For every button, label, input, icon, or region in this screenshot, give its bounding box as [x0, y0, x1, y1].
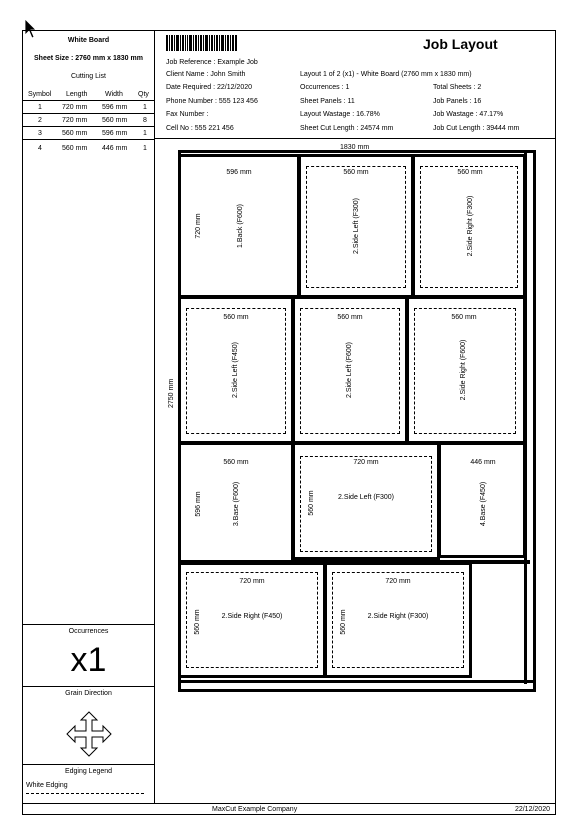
row-qty: 8 [143, 117, 147, 124]
occurrences-title: Occurrences [68, 628, 109, 635]
edging-legend-item: White Edging [26, 782, 68, 789]
sheet-size-label: Sheet Size : 2760 mm x 1830 mm [34, 55, 143, 62]
panel-length-label: 560 mm [194, 609, 201, 635]
row-qty: 1 [143, 145, 147, 152]
row-length: 720 mm [62, 104, 88, 111]
panel-length-label: 596 mm [195, 491, 202, 517]
row-qty: 1 [143, 104, 147, 111]
row-width: 596 mm [102, 104, 128, 111]
row-length: 560 mm [62, 145, 88, 152]
panel-length-label: 720 mm [195, 213, 202, 239]
row-symbol: 3 [38, 130, 42, 137]
panel-name-label: 2.Side Left (F600) [346, 341, 353, 399]
panel-length-label: 560 mm [308, 490, 315, 516]
row-symbol: 2 [38, 117, 42, 124]
job-cut-length-info: Job Cut Length : 39444 mm [433, 125, 520, 132]
date-required: Date Required : 22/12/2020 [166, 84, 253, 91]
page-title: Job Layout [423, 36, 498, 52]
panel-name-label: 2.Side Left (F300) [353, 197, 360, 255]
fax-number: Fax Number : [166, 111, 209, 118]
sheet-cut-length-info: Sheet Cut Length : 24574 mm [300, 125, 394, 132]
panel-name-label: 2.Side Left (F450) [232, 341, 239, 399]
job-wastage-info: Job Wastage : 47.17% [433, 111, 504, 118]
sheet-width-label: 1830 mm [340, 144, 370, 151]
panel-name-label: 3.Base (F600) [233, 481, 240, 527]
panel-name-label: 2.Side Right (F450) [221, 613, 283, 620]
row-width: 560 mm [102, 117, 128, 124]
company-name: MaxCut Example Company [212, 806, 298, 813]
row-qty: 1 [143, 130, 147, 137]
material-name: White Board [67, 37, 110, 44]
panel-width-label: 560 mm [451, 314, 477, 321]
row-length: 560 mm [62, 130, 88, 137]
sheet-length-label: 2750 mm [168, 378, 175, 408]
col-width: Width [105, 91, 123, 98]
panel-name-label: 2.Side Right (F600) [460, 339, 467, 401]
total-sheets-info: Total Sheets : 2 [433, 84, 482, 91]
panel-width-label: 720 mm [239, 578, 265, 585]
row-symbol: 1 [38, 104, 42, 111]
col-qty: Qty [138, 91, 149, 98]
col-length: Length [66, 91, 88, 98]
panel-width-label: 446 mm [470, 459, 496, 466]
phone-number: Phone Number : 555 123 456 [166, 98, 258, 105]
job-panels-info: Job Panels : 16 [433, 98, 482, 105]
cutting-list-title: Cutting List [70, 73, 107, 80]
row-width: 446 mm [102, 145, 128, 152]
col-symbol: Symbol [28, 91, 52, 98]
row-symbol: 4 [38, 145, 42, 152]
panel-name-label: 2.Side Right (F300) [467, 195, 474, 257]
panel-name-label: 1.Back (F600) [237, 204, 244, 248]
panel-name-label: 2.Side Right (F300) [367, 613, 429, 620]
panel-length-label: 560 mm [340, 609, 347, 635]
footer-date: 22/12/2020 [514, 806, 550, 813]
job-reference: Job Reference : Example Job [166, 59, 258, 66]
panel-width-label: 560 mm [223, 314, 249, 321]
footer [22, 803, 556, 815]
panel-width-label: 596 mm [226, 169, 252, 176]
grain-direction-title: Grain Direction [65, 690, 112, 697]
panel-name-label: 2.Side Left (F300) [337, 494, 395, 501]
panel-width-label: 560 mm [337, 314, 363, 321]
edging-legend-title: Edging Legend [64, 768, 113, 775]
sheet-panels-info: Sheet Panels : 11 [300, 98, 355, 105]
client-name: Client Name : John Smith [166, 71, 246, 78]
panel-width-label: 560 mm [457, 169, 483, 176]
panel-width-label: 560 mm [343, 169, 369, 176]
row-length: 720 mm [62, 117, 88, 124]
panel-width-label: 720 mm [385, 578, 411, 585]
panel-name-label: 4.Base (F450) [480, 481, 487, 527]
occurrences-value: x1 [70, 641, 107, 679]
row-width: 596 mm [102, 130, 128, 137]
cell-number: Cell No : 555 221 456 [166, 125, 234, 132]
occurrences-info: Occurrences : 1 [300, 84, 350, 91]
layout-wastage-info: Layout Wastage : 16.78% [300, 111, 380, 118]
layout-info: Layout 1 of 2 (x1) - White Board (2760 mm x 1830 mm) [300, 71, 472, 78]
panel-width-label: 720 mm [353, 459, 379, 466]
panel-width-label: 560 mm [223, 459, 249, 466]
